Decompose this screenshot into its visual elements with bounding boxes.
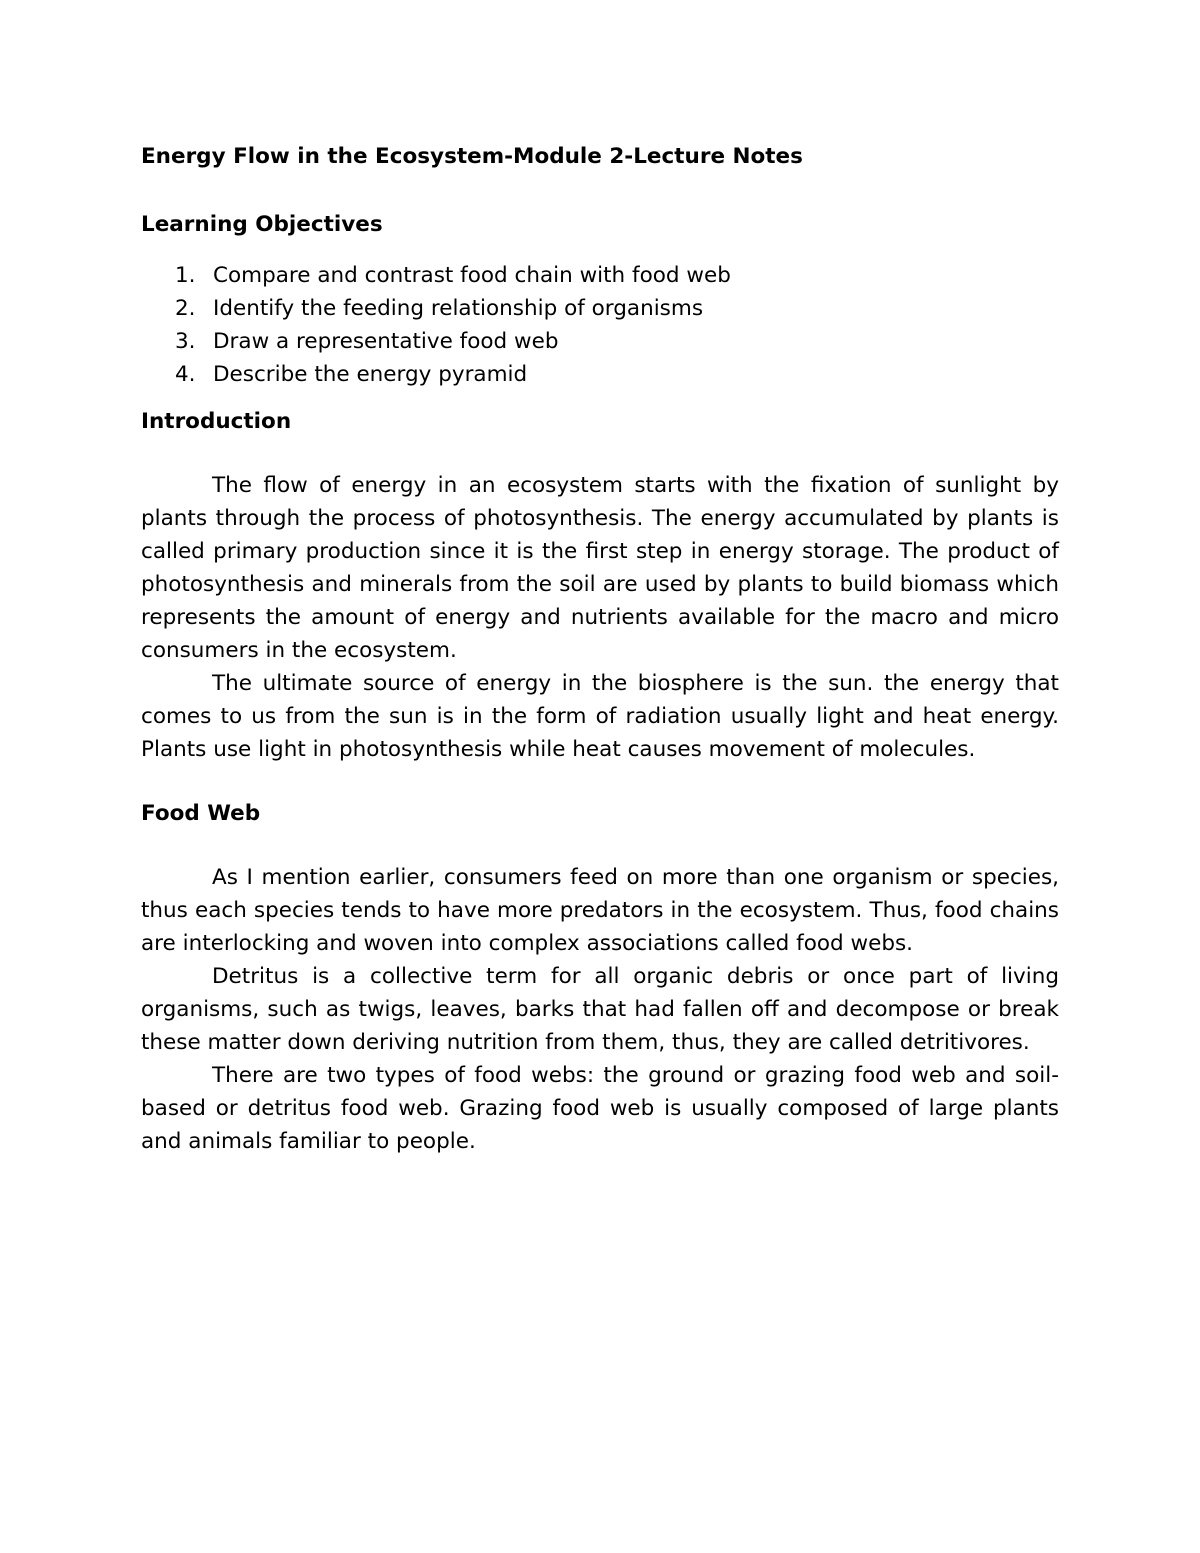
list-item-text: Compare and contrast food chain with food web <box>213 263 731 288</box>
list-item-text: Describe the energy pyramid <box>213 362 528 387</box>
learning-objectives-heading: Learning Objectives <box>141 212 383 237</box>
food-web-paragraph: Detritus is a collective term for all organic debris or once part of living organisms, such as twigs, leaves, barks that had fallen off and decompose or break these matter down deriving nutrition from them, thus, they are called detritivores. <box>141 964 1059 1055</box>
introduction-heading: Introduction <box>141 409 292 434</box>
introduction-paragraph: The flow of energy in an ecosystem starts with the fixation of sunlight by plants through the process of photosynthesis. The energy accumulated by plants is called primary production since it is the first step in energy storage. The product of photosynthesis and minerals from the soil are used by plants to build biomass which represents the amount of energy and nutrients available for the macro and micro consumers in the ecosystem. <box>141 473 1059 663</box>
document-body <box>141 138 1059 1158</box>
food-web-paragraph: There are two types of food webs: the ground or grazing food web and soil-based or detritus food web. Grazing food web is usually composed of large plants and animals familiar to people. <box>141 1063 1059 1154</box>
list-item <box>141 259 1059 292</box>
list-item-number: 3. <box>175 329 196 354</box>
list-item-text: Identify the feeding relationship of organisms <box>213 296 704 321</box>
learning-objectives-list <box>141 259 1059 391</box>
document-title: Energy Flow in the Ecosystem-Module 2-Lecture Notes <box>141 144 803 169</box>
list-item-text: Draw a representative food web <box>213 329 559 354</box>
list-item <box>141 358 1059 391</box>
introduction-paragraph: The ultimate source of energy in the biosphere is the sun. the energy that comes to us from the sun is in the form of radiation usually light and heat energy. Plants use light in photosynthesis while heat causes movement of molecules. <box>141 671 1059 762</box>
food-web-heading: Food Web <box>141 801 261 826</box>
list-item-number: 2. <box>175 296 196 321</box>
list-item <box>141 292 1059 325</box>
list-item-number: 1. <box>175 263 196 288</box>
list-item-number: 4. <box>175 362 196 387</box>
food-web-paragraph: As I mention earlier, consumers feed on more than one organism or species, thus each species tends to have more predators in the ecosystem. Thus, food chains are interlocking and woven into complex associations called food webs. <box>141 865 1059 956</box>
list-item <box>141 325 1059 358</box>
